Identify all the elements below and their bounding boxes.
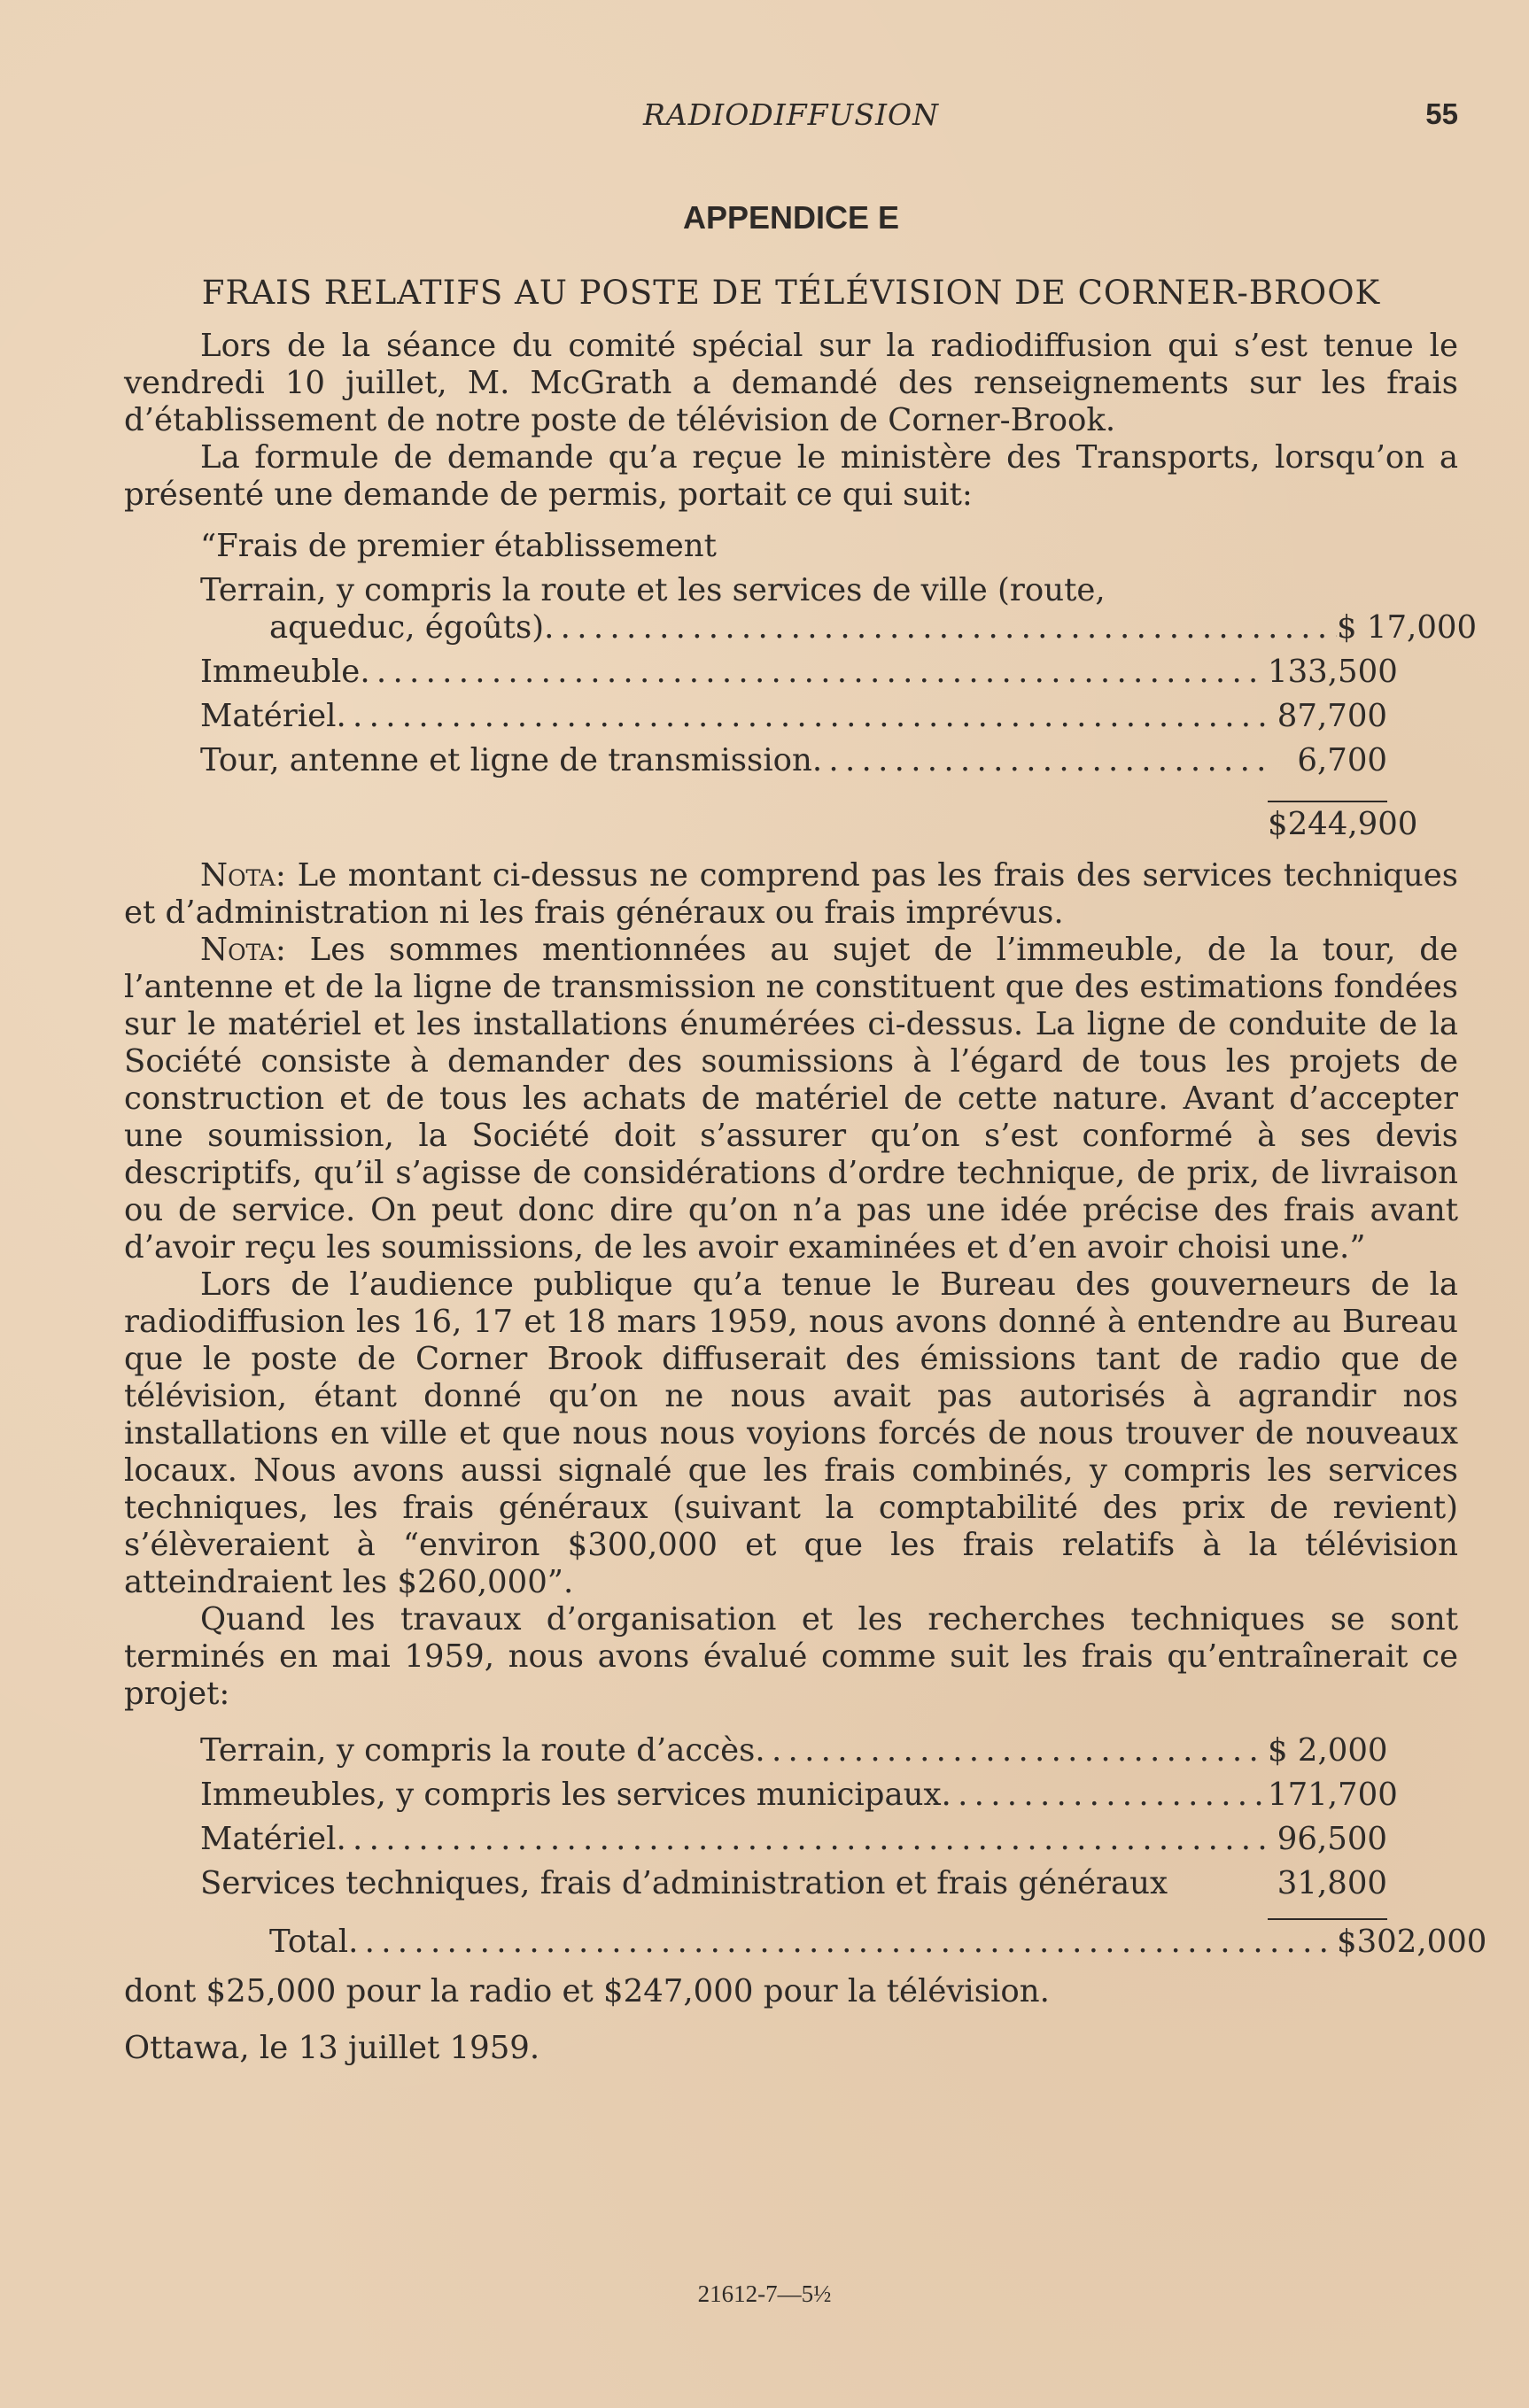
table-row (200, 1773, 1398, 1817)
leader-dots (336, 1817, 1268, 1862)
running-header (124, 89, 1458, 142)
leader-dots (360, 650, 1268, 694)
ledger-amount: $ 2,000 (1268, 1732, 1388, 1769)
running-title: RADIODIFFUSION (643, 97, 939, 132)
table-row (200, 650, 1398, 694)
note-paragraph (124, 932, 1458, 1266)
ledger-amount: 31,800 (1277, 1865, 1387, 1901)
ledger-amount: $ 17,000 (1337, 609, 1478, 646)
first-estimate-heading-row (200, 524, 1387, 569)
ledger-amount: 96,500 (1277, 1821, 1387, 1857)
first-estimate-heading: “Frais de premier établissement (200, 528, 717, 564)
main-title: FRAIS RELATIFS AU POSTE DE TÉLÉVISION DE CORNER-BROOK (201, 274, 1381, 312)
table-row (200, 606, 1478, 650)
table-row (200, 1817, 1387, 1862)
total-label: Total (269, 1924, 349, 1960)
second-estimate-total: $302,000 (1337, 1924, 1487, 1960)
paragraph-split: dont $25,000 pour la radio et $247,000 pour la télévision. (124, 1973, 1050, 2009)
leader-dots (336, 694, 1268, 739)
ledger-label: Services techniques, frais d’administration et frais généraux (200, 1865, 1168, 1901)
table-row (200, 1729, 1387, 1773)
table-row (200, 694, 1387, 739)
signoff: Ottawa, le 13 juillet 1959. (124, 2030, 540, 2066)
total-rule (200, 1913, 1387, 1920)
ledger-amount: 133,500 (1268, 654, 1398, 690)
footer-code: 21612-7—5½ (697, 2280, 832, 2307)
ledger-label: Matériel (200, 1821, 337, 1857)
ledger-amount: 6,700 (1297, 742, 1387, 778)
leader-dots (942, 1773, 1268, 1817)
first-estimate-total: $244,900 (1268, 806, 1418, 842)
leader-dots (755, 1729, 1268, 1773)
leader-dots (812, 739, 1268, 783)
ledger-label: aqueduc, égoûts) (269, 609, 545, 646)
total-row (200, 1920, 1487, 1964)
total-row (200, 802, 1418, 847)
ledger-label: Tour, antenne et ligne de transmission (200, 742, 812, 778)
appendix-title: APPENDICE E (682, 199, 900, 236)
page-number: 55 (1425, 97, 1458, 130)
ledger-label: Terrain, y compris la route d’accès (200, 1732, 756, 1769)
paragraph-evaluation: Quand les travaux d’organisation et les recherches techniques se sont terminés en mai 1959, nous avons évalué comme suit les frais qu’entraînerait ce projet: (124, 1601, 1458, 1712)
document-page (124, 89, 1487, 2067)
table-row (200, 1862, 1387, 1906)
note-prefix: Nota: (200, 932, 286, 968)
ledger-label: Immeuble (200, 654, 361, 690)
table-row (200, 739, 1387, 783)
ledger-amount: 171,700 (1268, 1777, 1398, 1813)
note-paragraph (124, 857, 1458, 932)
paragraph-application-form: La formule de demande qu’a reçue le ministère des Transports, lorsqu’on a présenté une demande de permis, portait ce qui suit: (124, 439, 1458, 513)
leader-dots (544, 606, 1337, 650)
ledger-label: Immeubles, y compris les services municipaux (200, 1777, 942, 1813)
second-estimate-table (200, 1729, 1487, 1964)
leader-dots (348, 1920, 1337, 1964)
note-text: Le montant ci-dessus ne comprend pas les frais des services techniques et d’administration ni les frais généraux ou frais imprévus. (124, 857, 1458, 931)
paragraph-intro: Lors de la séance du comité spécial sur la radiodiffusion qui s’est tenue le vendredi 10 juillet, M. McGrath a demandé des renseignements sur les frais d’établissement de notre poste de télévision de Corner-Brook. (124, 328, 1458, 438)
paragraph-public-hearing: Lors de l’audience publique qu’a tenue le Bureau des gouverneurs de la radiodiffusion les 16, 17 et 18 mars 1959, nous avons donné à entendre au Bureau que le poste de Corner Brook diffuserait des émissions tant de radio que de télévision, étant donné qu’on ne nous avait pas autorisés à agrandir nos installations en ville et que nous nous voyions forcés de nous trouver de nouveaux locaux. Nous avons aussi signalé que les frais combinés, y compris les services techniques, les frais généraux (suivant la comptabilité des prix de revient) s’élèveraient à “environ $300,000 et que les frais relatifs à la télévision atteindraient les $260,000”. (124, 1266, 1458, 1600)
ledger-amount: 87,700 (1277, 698, 1387, 734)
note-text: Les sommes mentionnées au sujet de l’immeuble, de la tour, de l’antenne et de la ligne de transmission ne constituent que des estimations fondées sur le matériel et les installations énumérées ci-dessus. La ligne de conduite de la Société consiste à demander des soumissions à l’égard de tous les projets de construction et de tous les achats de matériel de cette nature. Avant d’accepter une soumission, la Société doit s’assurer qu’on s’est conformé à ses devis descriptifs, qu’il s’agisse de considérations d’ordre technique, de prix, de livraison ou de service. On peut donc dire qu’on n’a pas une idée précise des frais avant d’avoir reçu les soumissions, de les avoir examinées et d’en avoir choisi une.” (124, 932, 1458, 1266)
first-estimate-table (200, 524, 1478, 847)
total-rule (200, 795, 1387, 802)
ledger-label: Terrain, y compris la route et les services de ville (route, (200, 572, 1106, 608)
ledger-label: Matériel (200, 698, 337, 734)
note-prefix: Nota: (200, 857, 286, 894)
